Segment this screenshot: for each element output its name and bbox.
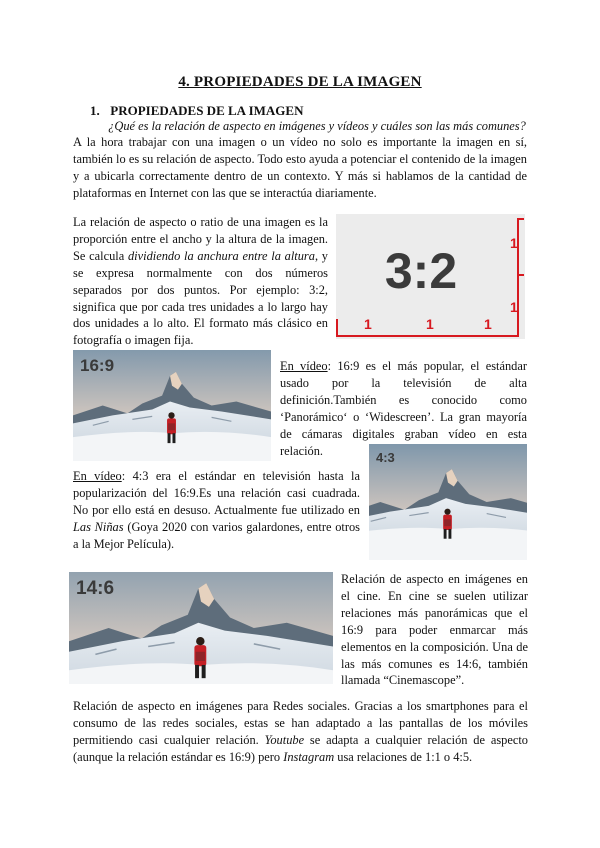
section-heading (90, 103, 303, 119)
ratio-tick-mid (519, 274, 524, 276)
ratio-axis-bottom (336, 335, 517, 337)
social-media-paragraph (73, 698, 528, 766)
mountain-photo-16-9 (73, 350, 271, 461)
video-prefix: En vídeo (73, 469, 122, 483)
instagram-name: Instagram (283, 749, 335, 764)
ratio-unit-label: 1 (426, 316, 434, 332)
ratio-paragraph (73, 214, 328, 349)
aspect-ratio-graphic (336, 214, 525, 339)
ratio-text-b: , y se expresa normalmente con dos números separados por dos puntos. Por ejemplo: 3:2, significa que por cada tres unidades a lo largo hay dos unidades a lo alto. El formato más clásico en fotografía o imagen fija. (73, 248, 328, 348)
photo-ratio-label: 4:3 (376, 450, 395, 465)
ratio-tick-left (336, 319, 338, 337)
video-prefix: En vídeo (280, 359, 328, 373)
ratio-text-a: La relación de aspecto o ratio de una imagen es la proporción entre el ancho y la altura de la imagen. Se calcula (73, 215, 328, 263)
social-text-b: se adapta a cualquier relación de aspecto (aunque la relación estándar es 16:9) pero (73, 732, 528, 764)
ratio-tick-top (519, 218, 524, 220)
ratio-4-3-text-b: (Goya 2020 con varios galardones, entre otros a la Mejor Película). (73, 519, 360, 551)
ratio-text-emphasis: dividiendo la anchura entre la altura (127, 248, 315, 263)
youtube-name: Youtube (264, 732, 305, 747)
intro-paragraph: A la hora trabajar con una imagen o un vídeo no solo es importante la imagen en sí, también lo es su relación de aspecto. Todo esto ayuda a potenciar el contenido de la imagen y a ubicarla correctamente dentro de un contexto. Y más si hablamos de la cantidad de plataformas en Internet con las que se interactúa diariamente. (73, 135, 527, 200)
film-title: Las Niñas (73, 519, 124, 534)
page-title: 4. PROPIEDADES DE LA IMAGEN (178, 74, 422, 90)
ratio-4-3-paragraph (73, 468, 360, 553)
ratio-4-3-text-a: : 4:3 era el estándar en televisión hasta la popularización del 16:9.Es una relación casi cuadrada. No por ello está en desuso. Actualmente fue utilizado en (73, 469, 360, 517)
ratio-unit-label: 1 (510, 235, 518, 251)
ratio-unit-label: 1 (484, 316, 492, 332)
mountain-photo-14-6 (69, 572, 333, 684)
social-text-c: usa relaciones de 1:1 o 4:5. (334, 749, 473, 764)
ratio-unit-label: 1 (364, 316, 372, 332)
ratio-graphic-label: 3:2 (384, 243, 458, 299)
photo-ratio-label: 14:6 (76, 578, 115, 599)
section-number: 1. (90, 103, 100, 118)
ratio-14-6-paragraph: Relación de aspecto en imágenes en el cine. En cine se suelen utilizar relaciones más panorámicas que el 16:9 para poder enmarcar más elementos en la composición. Una de las más comunes es 14:6, también llamada “Cinemascope”. (341, 572, 528, 688)
ratio-16-9-text: : 16:9 es el más popular, el estándar usado por la televisión de alta definición.También es conocido como ‘Panorámico‘ o ‘Widescreen’. La gran mayoría de cámaras digitales graban vídeo en esta relación. (280, 359, 527, 458)
social-text-a: Relación de aspecto en imágenes para Redes sociales. Gracias a los smartphones para el consumo de las redes sociales, estas se han adaptado a las pantallas de los móviles permitiendo casi cualquier relación. (73, 699, 528, 747)
ratio-unit-label: 1 (510, 299, 518, 315)
section-subtitle: ¿Qué es la relación de aspecto en imágenes y vídeos y cuáles son las más comunes? (108, 119, 526, 133)
photo-ratio-label: 16:9 (80, 356, 115, 375)
section-title: PROPIEDADES DE LA IMAGEN (110, 103, 304, 118)
mountain-photo-4-3 (369, 444, 527, 560)
